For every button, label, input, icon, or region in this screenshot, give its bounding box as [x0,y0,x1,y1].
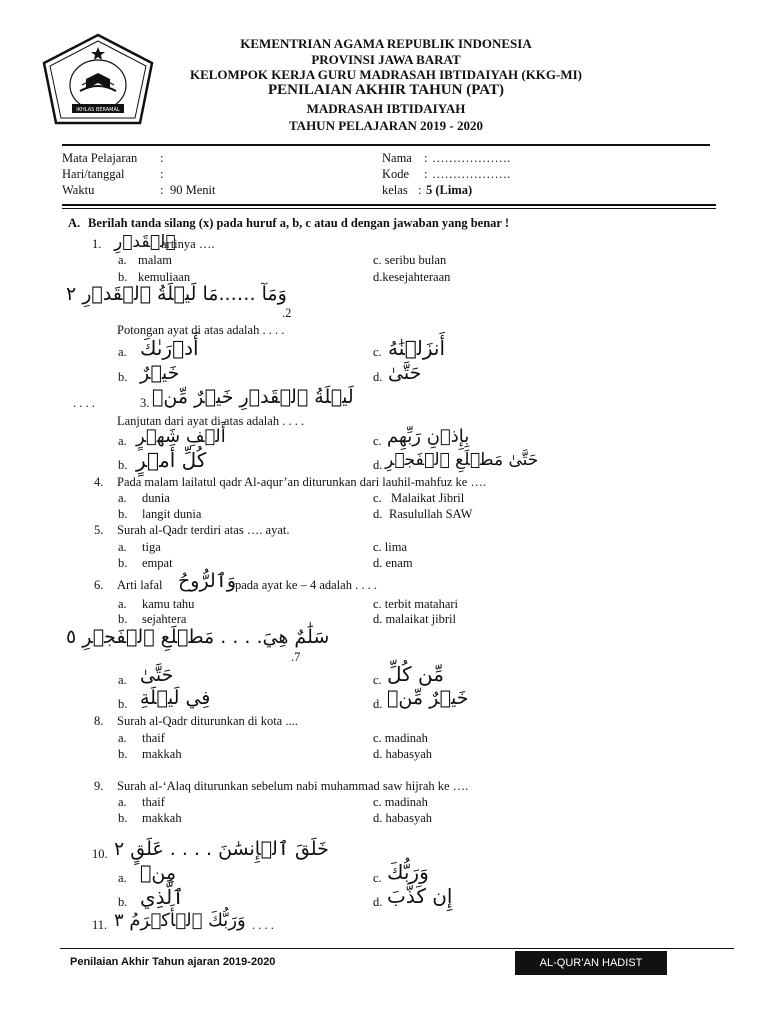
q4-option-b-letter[interactable]: b. [118,507,128,521]
q5-option-a-text[interactable]: tiga [142,540,161,554]
q2-option-d-letter[interactable]: d. [373,370,383,384]
q5-option-c[interactable]: c. lima [373,540,408,554]
q4-text: Pada malam lailatul qadr Al-aqur’an diturunkan dari lauhil-mahfuz ke …. [117,475,487,489]
q6-option-c[interactable]: c. terbit matahari [373,597,459,611]
section-a-instruction: Berilah tanda silang (x) pada huruf a, b, c atau d dengan jawaban yang benar ! [88,216,510,230]
q6-arabic: وَٱلرُّوحُ [178,570,237,592]
q4-option-a-letter[interactable]: a. [118,491,127,505]
q1-option-c[interactable]: c. seribu bulan [373,253,447,267]
q2-option-b-arabic[interactable]: خَيۡرٌ [140,362,180,384]
header-exam: PENILAIAN AKHIR TAHUN (PAT) [268,82,504,98]
q1-option-b-letter[interactable]: b. [118,270,128,284]
q11-arabic: وَرَبُّكَ ٱلۡأَكۡرَمُ ٣ [114,910,246,931]
q7-option-c-arabic[interactable]: مِّن كُلِّ [387,662,444,686]
q4-option-d-letter[interactable]: d. [373,507,383,521]
q9-option-a-letter[interactable]: a. [118,795,127,809]
q10-option-c-arabic[interactable]: وَرَبُّكَ [387,860,429,884]
q2-option-b-letter[interactable]: b. [118,370,128,384]
footer-title: Penilaian Akhir Tahun ajaran 2019-2020 [70,956,276,968]
q4-option-a-text[interactable]: dunia [142,491,170,505]
q11-dots: . . . . [252,918,274,932]
code-value[interactable]: ………………. [432,167,511,181]
class-label: kelas [382,183,408,197]
section-a-letter: A. [68,216,81,230]
q5-option-b-letter[interactable]: b. [118,556,128,570]
q5-number: 5. [94,523,104,537]
date-sep: : [160,167,164,181]
q10-option-b-letter[interactable]: b. [118,895,128,909]
q4-option-d-text[interactable]: Rasulullah SAW [389,507,473,521]
q10-option-d-arabic[interactable]: إِن كَذَّبَ [387,884,453,908]
q8-number: 8. [94,714,104,728]
q2-option-a-letter[interactable]: a. [118,345,127,359]
q6-option-b-letter[interactable]: b. [118,612,128,626]
class-value: 5 (Lima) [426,183,473,197]
q3-option-c-arabic[interactable]: بِإِذۡنِ رَبِّهِم [387,426,470,447]
header-school: MADRASAH IBTIDAIYAH [306,101,466,116]
q2-option-a-arabic[interactable]: أَدۡرَىٰكَ [140,336,199,360]
header-year: TAHUN PELAJARAN 2019 - 2020 [288,118,484,133]
q10-arabic: خَلَقَ ٱلۡإِنسَٰنَ . . . . عَلَقٍ ٢ [114,838,329,860]
q9-number: 9. [94,779,104,793]
q3-option-b-arabic[interactable]: كُلِّ أَمۡرٍ [136,448,207,472]
info-divider-top [62,204,716,206]
q1-option-a-text[interactable]: malam [138,253,173,267]
q8-option-b-text[interactable]: makkah [142,747,182,761]
q6-text-post: pada ayat ke – 4 adalah . . . . [235,578,377,592]
q6-option-a-letter[interactable]: a. [118,597,127,611]
q6-text-pre: Arti lafal [117,578,163,592]
footer-divider [60,948,734,949]
q9-option-b-text[interactable]: makkah [142,811,182,825]
q10-option-c-letter[interactable]: c. [373,871,382,885]
q4-option-c-text[interactable]: Malaikat Jibril [391,491,465,505]
q10-number: 10. [92,847,108,861]
q8-option-a-letter[interactable]: a. [118,731,127,745]
q7-option-d-arabic[interactable]: خَيۡرٌ مِّنۡ [387,687,469,709]
q10-option-d-letter[interactable]: d. [373,895,383,909]
q10-option-a-letter[interactable]: a. [118,871,127,885]
q5-text: Surah al-Qadr terdiri atas …. ayat. [117,523,290,537]
time-sep: : [160,183,164,197]
q6-number: 6. [94,578,104,592]
q7-option-c-letter[interactable]: c. [373,673,382,687]
q5-option-d[interactable]: d. enam [373,556,413,570]
q10-option-a-arabic[interactable]: مِنۡ [140,862,177,884]
q6-option-b-text[interactable]: sejahtera [142,612,187,626]
q2-arabic: وَمَآ .…..مَا لَيۡلَةُ ٱلۡقَدۡرِ ٢ [66,283,287,305]
q7-option-d-letter[interactable]: d. [373,697,383,711]
q9-option-d[interactable]: d. habasyah [373,811,433,825]
header-ministry: KEMENTRIAN AGAMA REPUBLIK INDONESIA [240,36,532,51]
subject-sep: : [160,151,164,165]
name-value[interactable]: ………………. [432,151,511,165]
code-sep: : [424,167,428,181]
q9-option-b-letter[interactable]: b. [118,811,128,825]
q6-option-a-text[interactable]: kamu tahu [142,597,195,611]
time-label: Waktu [62,183,95,197]
q10-option-b-arabic[interactable]: ٱلَّذِي [140,885,184,909]
date-label: Hari/tanggal [62,167,125,181]
header-province: PROVINSI JAWA BARAT [311,52,461,67]
q3-option-c-letter[interactable]: c. [373,434,382,448]
footer-subject-badge: AL-QUR’AN HADIST [515,951,667,975]
code-label: Kode [382,167,410,181]
q7-option-b-letter[interactable]: b. [118,697,128,711]
q7-option-a-letter[interactable]: a. [118,673,127,687]
q5-option-a-letter[interactable]: a. [118,540,127,554]
q3-option-b-letter[interactable]: b. [118,458,128,472]
name-label: Nama [382,151,412,165]
info-divider-bottom [62,208,716,209]
q8-text: Surah al-Qadr diturunkan di kota .... [117,714,298,728]
q9-option-c[interactable]: c. madinah [373,795,428,809]
time-value: 90 Menit [170,183,216,197]
q3-option-a-letter[interactable]: a. [118,434,127,448]
q2-option-c-arabic[interactable]: أَنزَلۡنَٰهُ [388,336,446,360]
q3-dots: . . . . [73,396,95,410]
q4-option-c-letter[interactable]: c. [373,491,382,505]
q3-option-a-arabic[interactable]: أَلۡفِ شَهۡرٍ [136,426,226,447]
q9-option-a-text[interactable]: thaif [142,795,165,809]
q4-number: 4. [94,475,104,489]
q1-option-d[interactable]: d.kesejahteraan [373,270,451,284]
q8-option-a-text[interactable]: thaif [142,731,165,745]
q1-text: artinya …. [161,237,215,251]
q8-option-b-letter[interactable]: b. [118,747,128,761]
q3-option-d-letter[interactable]: d. [373,458,383,472]
q8-option-c[interactable]: c. madinah [373,731,428,745]
q5-option-b-text[interactable]: empat [142,556,173,570]
q2-number: .2 [282,306,292,320]
q7-option-b-arabic[interactable]: فِي لَيۡلَةِ [140,687,211,709]
header-divider [62,144,710,146]
name-sep: : [424,151,428,165]
q1-option-a-letter[interactable]: a. [118,253,127,267]
q2-option-c-letter[interactable]: c. [373,345,382,359]
q3-text: Lanjutan dari ayat di atas adalah . . . . [117,414,305,428]
q4-option-b-text[interactable]: langit dunia [142,507,202,521]
q6-option-d[interactable]: d. malaikat jibril [373,612,456,626]
q2-text: Potongan ayat di atas adalah . . . . [117,323,285,337]
q3-arabic: لَيۡلَةُ ٱلۡقَدۡرِ خَيۡرٌ مِّنۡ [152,386,354,408]
svg-text:IKHLAS BERAMAL: IKHLAS BERAMAL [76,107,120,113]
ministry-logo [40,33,156,125]
q1-option-b-text[interactable]: kemuliaan [138,270,191,284]
q3-option-d-arabic[interactable]: حَتَّىٰ مَطۡلَعِ ٱلۡفَجۡرِ [385,450,539,470]
q3-number: 3. [140,396,150,410]
q2-option-d-arabic[interactable]: حَتَّىٰ [388,362,422,384]
header-group: KELOMPOK KERJA GURU MADRASAH IBTIDAIYAH (KKG-MI) [189,67,583,82]
q1-arabic: ٱلۡقَدۡرِ [114,232,176,252]
q7-number: .7 [291,650,301,664]
q11-number: 11. [92,918,108,932]
class-sep: : [418,183,422,197]
q7-arabic: سَلَٰمٌ هِيَ. . . . مَطۡلَعِ ٱلۡفَجۡرِ ٥ [66,626,330,648]
q1-number: 1. [92,237,102,251]
subject-label: Mata Pelajaran [62,151,138,165]
q7-option-a-arabic[interactable]: حَتَّىٰ [140,664,174,686]
q8-option-d[interactable]: d. habasyah [373,747,433,761]
q9-text: Surah al-‘Alaq diturunkan sebelum nabi muhammad saw hijrah ke …. [117,779,469,793]
